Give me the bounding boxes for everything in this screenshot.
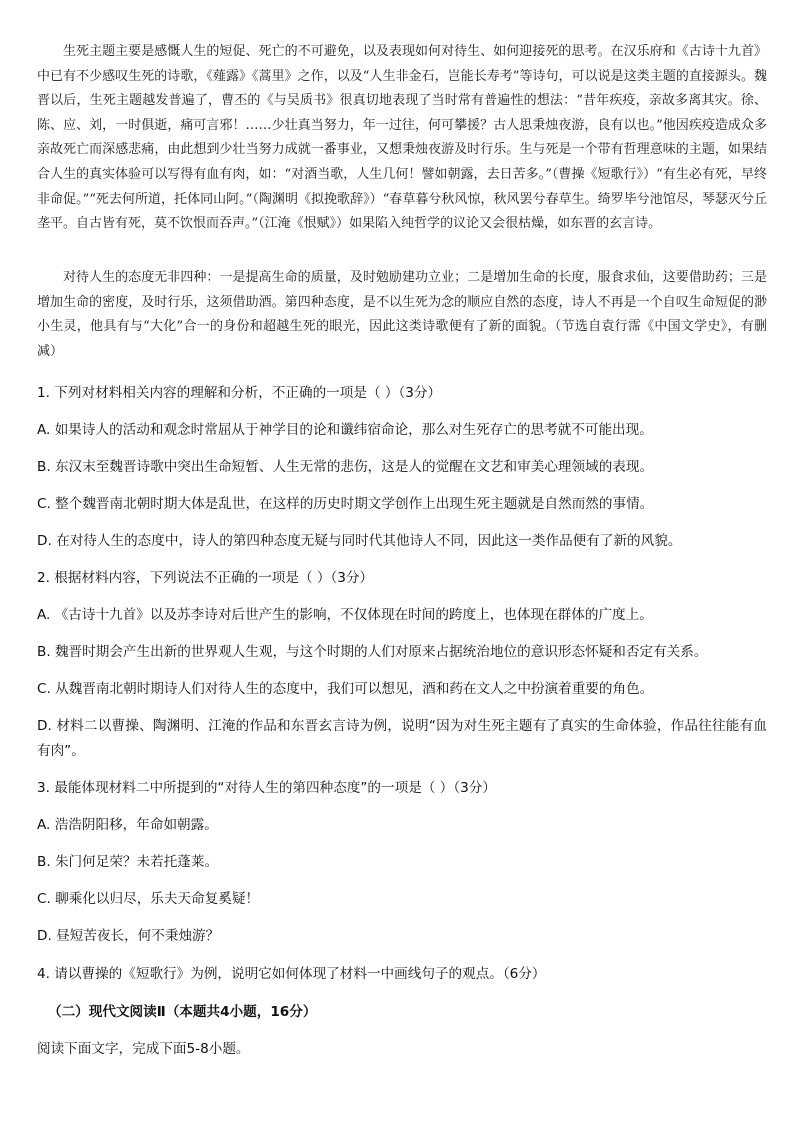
question-1-option-c: C. 整个魏晋南北朝时期大体是乱世，在这样的历史时期文学创作上出现生死主题就是自然而然的事情。 [37, 496, 654, 512]
question-2-option-a: A. 《古诗十九首》以及苏李诗对后世产生的影响，不仅体现在时间的跨度上，也体现在群体的广度上。 [37, 607, 653, 623]
question-2-option-d: D. 材料二以曹操、陶渊明、江淹的作品和东晋玄言诗为例，说明“因为对生死主题有了真实的生命体验，作品往往能有血有肉”。 [37, 718, 767, 759]
question-1-stem: 1. 下列对材料相关内容的理解和分析，不正确的一项是（ ）（3分） [37, 385, 442, 401]
material-paragraph-1: 生死主题主要是感慨人生的短促、死亡的不可避免，以及表现如何对待生、如何迎接死的思考。在汉乐府和《古诗十九首》中已有不少感叹生死的诗歌，《薤露》《蒿里》之作，以及“人生非金石，岂能长寿考”等诗句，可以说是这类主题的直接源头。魏晋以后，生死主题越发普遍了，曹丕的《与吴质书》很真切地表现了当时常有普遍性的想法：“昔年疾疫，亲故多离其灾。徐、陈、应、刘，一时俱逝，痛可言邪！……少壮真当努力，年一过往，何可攀援？古人思秉烛夜游，良有以也。”他因疾疫造成众多亲故死亡而深感悲痛，由此想到少壮当努力成就一番事业，又想秉烛夜游及时行乐。生与死是一个带有哲理意味的主题，如果结合人生的真实体验可以写得有血有肉，如：“对酒当歌，人生几何！譬如朝露，去日苦多。”（曹操《短歌行》）“有生必有死，早终非命促。”“死去何所道，托体同山阿。”（陶渊明《拟挽歌辞》）“春草暮兮秋风惊，秋风罢兮春草生。绮罗毕兮池馆尽，琴瑟灭兮丘垄平。自古皆有死，莫不饮恨而吞声。”（江淹《恨赋》）如果陷入纯哲学的议论又会很枯燥，如东晋的玄言诗。 [37, 44, 767, 232]
material-paragraph-2: 对待人生的态度无非四种：一是提高生命的质量，及时勉励建功立业；二是增加生命的长度，服食求仙，这要借助药；三是增加生命的密度，及时行乐，这须借助酒。第四种态度，是不以生死为念的顺应自然的态度，诗人不再是一个自叹生命短促的渺小生灵，他具有与“大化”合一的身份和超越生死的眼光，因此这类诗歌便有了新的面貌。（节选自袁行霈《中国文学史》，有删减） [37, 270, 767, 359]
question-3-option-a: A. 浩浩阴阳移，年命如朝露。 [37, 817, 218, 833]
question-1-option-b: B. 东汉末至魏晋诗歌中突出生命短暂、人生无常的悲伤，这是人的觉醒在文艺和审美心理领域的表现。 [37, 459, 654, 475]
question-2-stem: 2. 根据材料内容，下列说法不正确的一项是（ ）（3分） [37, 570, 374, 586]
section-instruction: 阅读下面文字，完成下面5-8小题。 [37, 1041, 250, 1057]
question-3-option-c: C. 聊乘化以归尽，乐夫天命复奚疑！ [37, 891, 260, 907]
question-2-option-b: B. 魏晋时期会产生出新的世界观人生观，与这个时期的人们对原来占据统治地位的意识形态怀疑和否定有关系。 [37, 644, 708, 660]
question-1-option-a: A. 如果诗人的活动和观念时常屈从于神学目的论和谶纬宿命论，那么对生死存亡的思考就不可能出现。 [37, 422, 653, 438]
question-1-option-d: D. 在对待人生的态度中，诗人的第四种态度无疑与同时代其他诗人不同，因此这一类作品便有了新的风貌。 [37, 533, 682, 549]
question-2-option-c: C. 从魏晋南北朝时期诗人们对待人生的态度中，我们可以想见，酒和药在文人之中扮演着重要的角色。 [37, 681, 654, 697]
question-3-option-d: D. 昼短苦夜长，何不秉烛游？ [37, 928, 220, 944]
question-4-stem: 4. 请以曹操的《短歌行》为例，说明它如何体现了材料一中画线句子的观点。（6分） [37, 966, 546, 982]
section-heading: （二）现代文阅读Ⅱ（本题共4小题，16分） [48, 1004, 317, 1020]
question-3-option-b: B. 朱门何足荣？未若托蓬莱。 [37, 854, 219, 870]
question-3-stem: 3. 最能体现材料二中所提到的“对待人生的第四种态度”的一项是（ ）（3分） [37, 780, 496, 796]
